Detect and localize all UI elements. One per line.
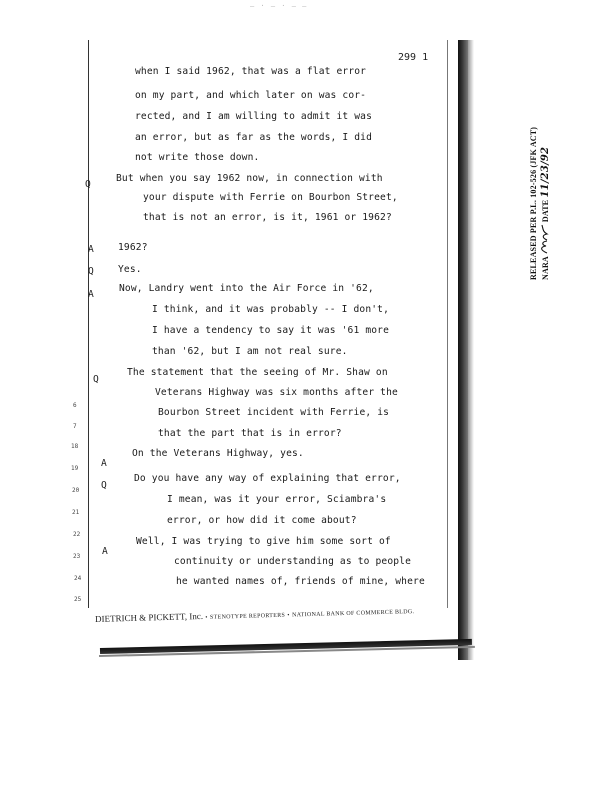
stamp-date-value: 11/23/92 (540, 146, 551, 198)
line-number: 21 (72, 509, 80, 516)
transcript-line: I think, and it was probably -- I don't, (152, 304, 390, 315)
line-number: 23 (73, 553, 81, 560)
line-number: 24 (74, 575, 82, 582)
qa-marker: A (101, 458, 107, 469)
transcript-line: Veterans Highway was six months after the (155, 387, 398, 398)
stamp-law-text: 102-526 (JFK ACT) (529, 126, 538, 198)
stamp-nara-text: NARA (541, 256, 550, 280)
transcript-line: that the part that is in error? (158, 428, 342, 439)
qa-marker: Q (93, 374, 99, 385)
scan-edge-fade (468, 40, 474, 660)
line-number: 22 (73, 531, 81, 538)
transcript-line: that is not an error, is it, 1961 or 1962? (143, 212, 392, 223)
line-number: 7 (73, 423, 77, 430)
transcript-line: But when you say 1962 now, in connection with (116, 173, 383, 184)
qa-marker: Q (85, 179, 91, 190)
transcript-line: he wanted names of, friends of mine, where (176, 576, 425, 587)
line-number: 20 (72, 487, 80, 494)
reporter-firm-name: DIETRICH & PICKETT, Inc. (94, 610, 204, 624)
page-number: 299 1 (398, 52, 429, 63)
transcript-line: than '62, but I am not real sure. (152, 346, 348, 357)
initials-signature-icon (539, 224, 549, 254)
transcript-line: continuity or understanding as to people (174, 556, 412, 567)
footer-separator: • (287, 612, 290, 619)
transcript-line: Bourbon Street incident with Ferrie, is (158, 407, 390, 418)
qa-marker: A (102, 546, 108, 557)
qa-marker: Q (88, 266, 94, 277)
transcript-line: I have a tendency to say it was '61 more (152, 325, 390, 336)
transcript-line: On the Veterans Highway, yes. (132, 448, 304, 459)
line-number: 6 (73, 402, 77, 409)
transcript-line: Do you have any way of explaining that error, (134, 473, 401, 484)
transcript-line: rected, and I am willing to admit it was (135, 111, 373, 122)
footer-separator: • (205, 614, 208, 621)
transcript-line: Well, I was trying to give him some sort of (136, 536, 391, 547)
transcript-line: when I said 1962, that was a flat error (135, 66, 367, 77)
transcript-line: I mean, was it your error, Sciambra's (167, 494, 387, 505)
reporter-address: NATIONAL BANK OF COMMERCE BLDG. (291, 609, 415, 619)
reporter-service: STENOTYPE REPORTERS (209, 612, 286, 621)
stamp-release-text: RELEASED PER P.L. (529, 199, 538, 280)
transcript-line: Yes. (118, 264, 142, 275)
transcript-line: 1962? (118, 242, 148, 253)
transcript-line: your dispute with Ferrie on Bourbon Street, (143, 192, 398, 203)
line-number: 18 (71, 443, 79, 450)
transcript-line: Now, Landry went into the Air Force in '62, (119, 283, 374, 294)
transcript-line: error, or how did it come about? (167, 515, 357, 526)
transcript-line: The statement that the seeing of Mr. Shaw on (127, 367, 388, 378)
qa-marker: A (88, 289, 94, 300)
top-smudge-text: — · — · — — (250, 2, 308, 10)
qa-marker: A (88, 244, 94, 255)
stamp-date-label: DATE (541, 199, 550, 223)
release-stamp (528, 110, 552, 280)
transcript-line: on my part, and which later on was cor- (135, 90, 367, 101)
qa-marker: Q (101, 480, 107, 491)
line-number: 25 (74, 596, 82, 603)
line-number: 19 (71, 465, 79, 472)
transcript-line: an error, but as far as the words, I did (135, 132, 373, 143)
transcript-line: not write those down. (135, 152, 260, 163)
scan-edge-shadow (458, 40, 468, 660)
